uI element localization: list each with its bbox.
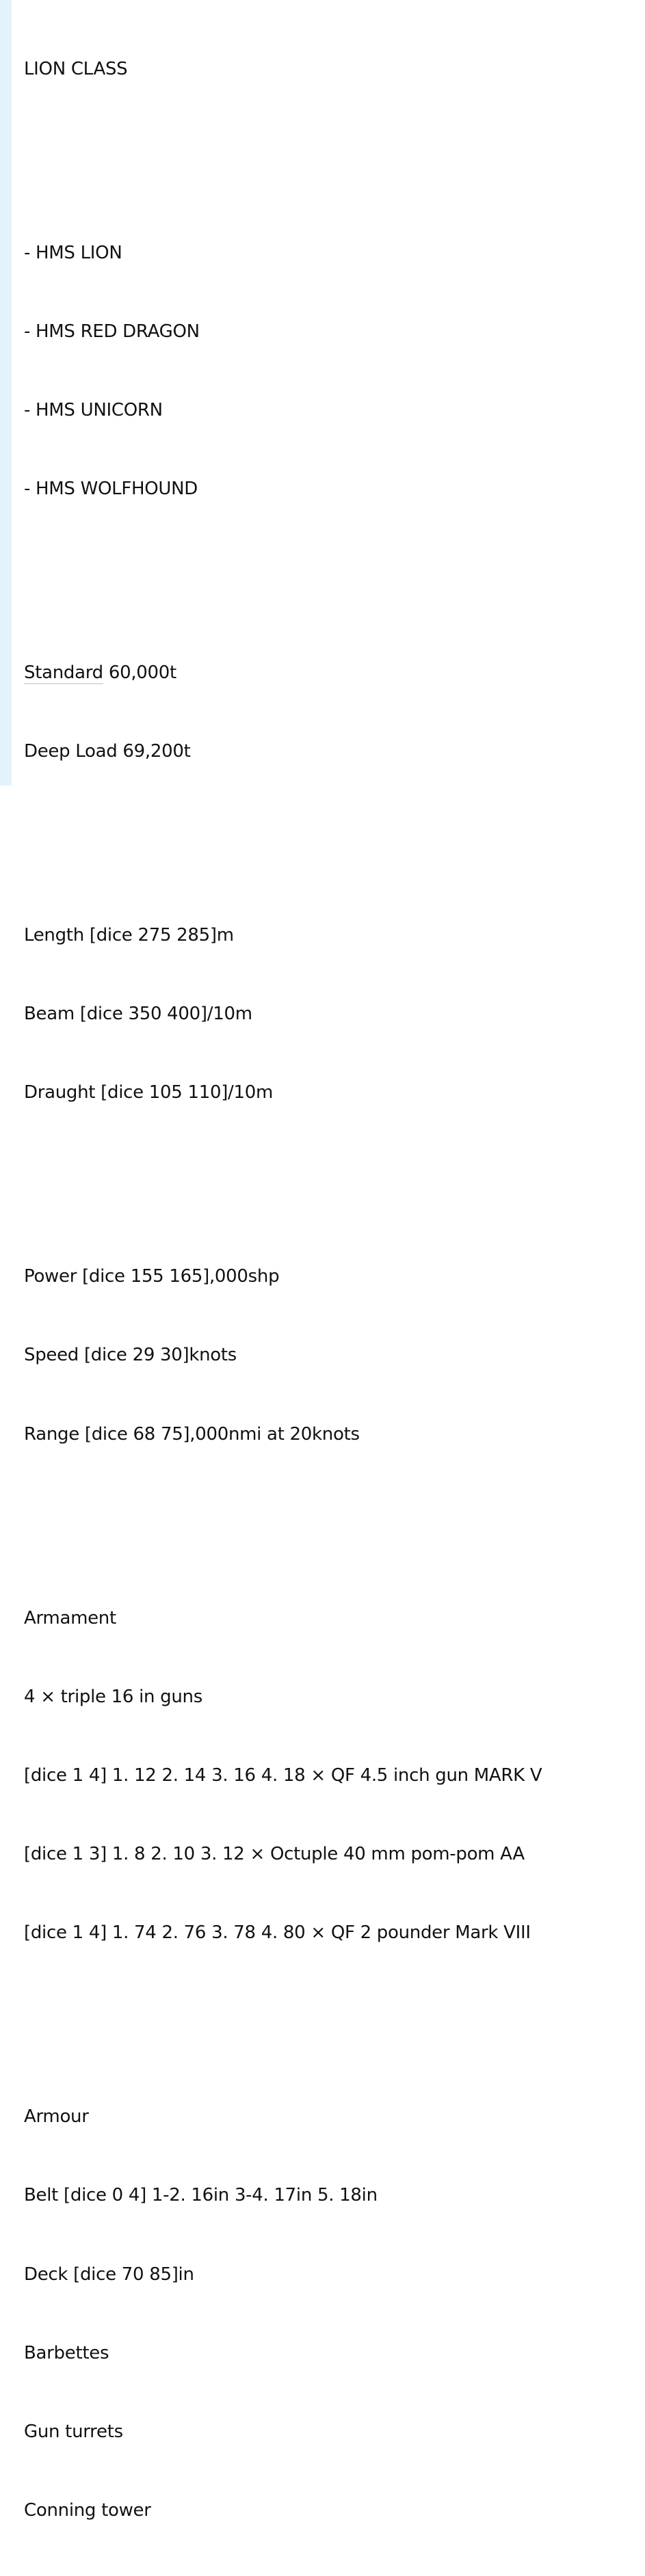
armour-line: Conning tower	[24, 2500, 151, 2521]
deep-load-displacement: Deep Load 69,200t	[24, 741, 191, 762]
standard-displacement	[24, 660, 645, 686]
draught-line: Draught [dice 105 110]/10m	[24, 1082, 274, 1103]
ship-list-item: - HMS UNICORN	[24, 400, 163, 421]
beam-line: Beam [dice 350 400]/10m	[24, 1004, 252, 1025]
armament-heading: Armament	[24, 1607, 116, 1628]
blank-line	[24, 817, 645, 843]
document-text[interactable]	[24, 3, 645, 2576]
blank-line	[24, 1500, 645, 1526]
armament-line: [dice 1 4] 1. 74 2. 76 3. 78 4. 80 × QF 2 pounder Mark VIII	[24, 1922, 531, 1944]
standard-label: Standard	[24, 662, 103, 684]
range-line: Range [dice 68 75],000nmi at 20knots	[24, 1423, 360, 1445]
blank-line	[24, 554, 645, 580]
armament-line: [dice 1 3] 1. 8 2. 10 3. 12 × Octuple 40 mm pom-pom AA	[24, 1844, 525, 1865]
armour-line: Belt [dice 0 4] 1-2. 16in 3-4. 17in 5. 18in	[24, 2185, 378, 2206]
blank-line	[24, 1999, 645, 2025]
armour-line: Barbettes	[24, 2342, 109, 2363]
armour-heading: Armour	[24, 2106, 89, 2128]
blank-line	[24, 135, 645, 161]
blank-line	[24, 1159, 645, 1185]
armament-line: [dice 1 4] 1. 12 2. 14 3. 16 4. 18 × QF 4.5 inch gun MARK V	[24, 1765, 542, 1786]
armour-line: Gun turrets	[24, 2421, 123, 2442]
ship-list-item: - HMS WOLFHOUND	[24, 479, 198, 500]
left-margin-strip	[0, 0, 12, 786]
armour-line: Deck [dice 70 85]in	[24, 2264, 194, 2285]
armament-line: 4 × triple 16 in guns	[24, 1686, 202, 1707]
class-title: LION CLASS	[24, 58, 128, 79]
ship-list-item: - HMS RED DRAGON	[24, 321, 200, 342]
ship-list-item: - HMS LION	[24, 242, 122, 263]
standard-value: 60,000t	[103, 662, 176, 684]
power-line: Power [dice 155 165],000shp	[24, 1266, 280, 1287]
length-line: Length [dice 275 285]m	[24, 925, 234, 946]
speed-line: Speed [dice 29 30]knots	[24, 1345, 237, 1366]
